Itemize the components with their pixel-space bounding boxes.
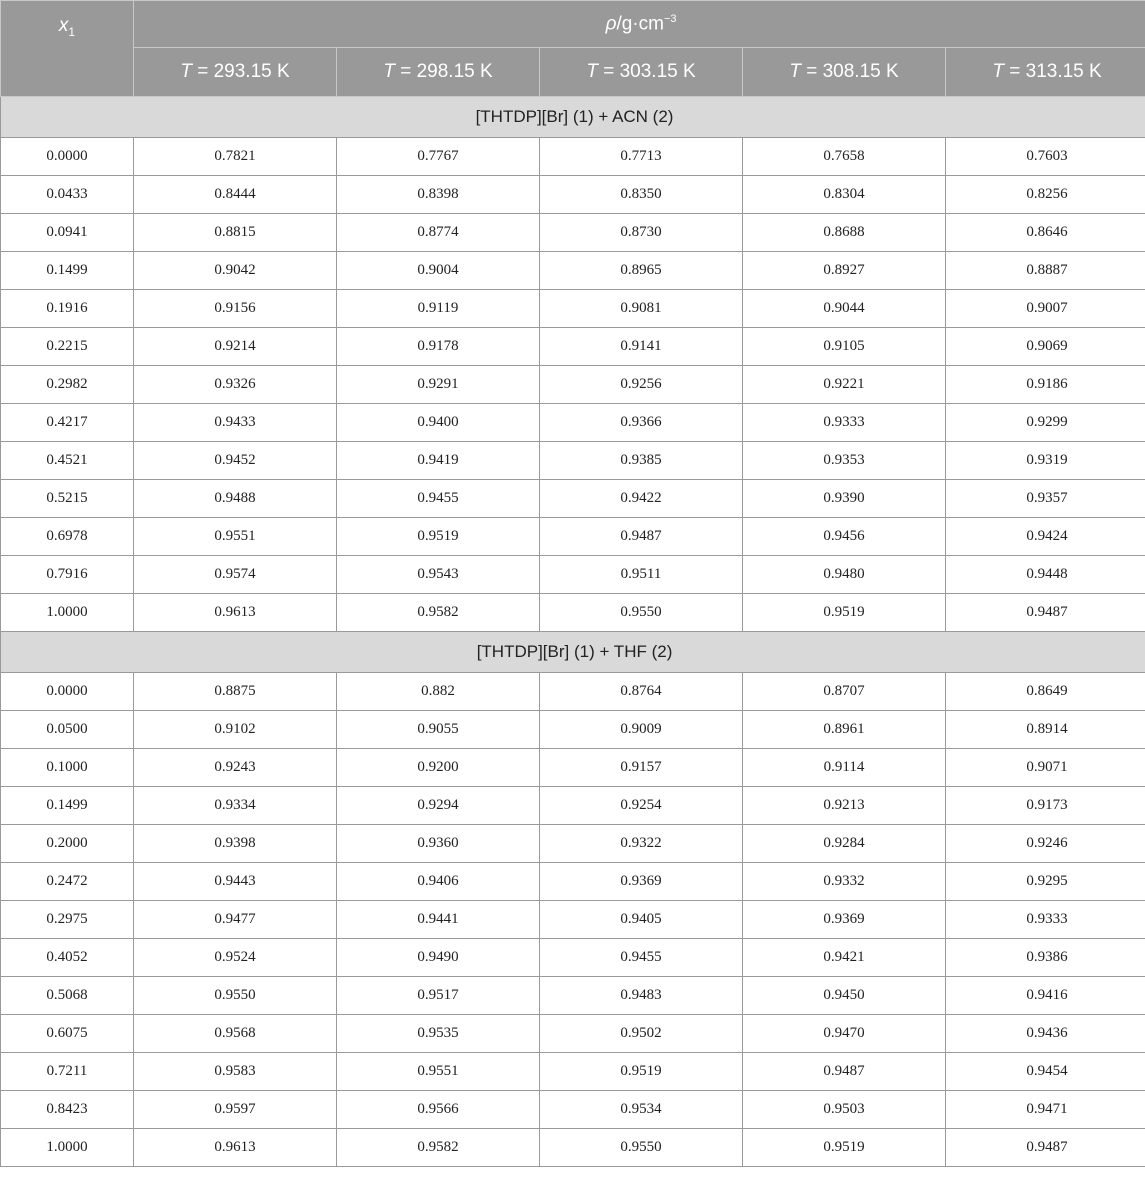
density-cell: 0.9299 [946,404,1145,442]
density-cell: 0.9213 [743,787,946,825]
density-cell: 0.9243 [134,749,337,787]
density-cell: 0.882 [337,673,540,711]
density-cell: 0.8730 [540,214,743,252]
density-cell: 0.9322 [540,825,743,863]
density-cell: 0.9471 [946,1091,1145,1129]
density-cell: 0.9334 [134,787,337,825]
density-cell: 0.9405 [540,901,743,939]
density-cell: 0.8815 [134,214,337,252]
density-cell: 0.8961 [743,711,946,749]
density-cell: 0.9574 [134,556,337,594]
table-row [1,901,1145,939]
density-cell: 0.7821 [134,138,337,176]
mole-fraction-cell: 0.2472 [1,863,134,901]
density-cell: 0.9360 [337,825,540,863]
density-cell: 0.9488 [134,480,337,518]
density-cell: 0.9353 [743,442,946,480]
density-cell: 0.9524 [134,939,337,977]
density-cell: 0.9398 [134,825,337,863]
density-cell: 0.8688 [743,214,946,252]
density-cell: 0.9386 [946,939,1145,977]
mole-fraction-cell: 0.8423 [1,1091,134,1129]
table-row [1,518,1145,556]
table-row [1,252,1145,290]
density-cell: 0.9357 [946,480,1145,518]
density-cell: 0.8774 [337,214,540,252]
mole-fraction-cell: 0.2215 [1,328,134,366]
mole-fraction-cell: 0.4052 [1,939,134,977]
density-cell: 0.9069 [946,328,1145,366]
density-cell: 0.8646 [946,214,1145,252]
density-cell: 0.9119 [337,290,540,328]
table-row [1,366,1145,404]
density-cell: 0.9081 [540,290,743,328]
density-cell: 0.9200 [337,749,540,787]
table-row [1,977,1145,1015]
density-cell: 0.9487 [946,1129,1145,1167]
density-cell: 0.9042 [134,252,337,290]
density-cell: 0.9582 [337,1129,540,1167]
mole-fraction-cell: 0.2000 [1,825,134,863]
density-cell: 0.9503 [743,1091,946,1129]
density-cell: 0.9550 [134,977,337,1015]
density-cell: 0.9369 [743,901,946,939]
density-cell: 0.9452 [134,442,337,480]
density-cell: 0.9551 [337,1053,540,1091]
density-cell: 0.9055 [337,711,540,749]
density-cell: 0.9294 [337,787,540,825]
table-row [1,1091,1145,1129]
density-cell: 0.8914 [946,711,1145,749]
table-row [1,138,1145,176]
density-cell: 0.9246 [946,825,1145,863]
density-cell: 0.9333 [743,404,946,442]
density-cell: 0.9421 [743,939,946,977]
density-cell: 0.9416 [946,977,1145,1015]
table-row [1,1053,1145,1091]
density-cell: 0.9332 [743,863,946,901]
density-cell: 0.9326 [134,366,337,404]
mole-fraction-cell: 0.0000 [1,138,134,176]
density-cell: 0.9454 [946,1053,1145,1091]
table-row [1,404,1145,442]
mole-fraction-cell: 1.0000 [1,594,134,632]
density-cell: 0.9550 [540,1129,743,1167]
density-cell: 0.8649 [946,673,1145,711]
mole-fraction-cell: 0.4521 [1,442,134,480]
density-cell: 0.9535 [337,1015,540,1053]
density-cell: 0.9284 [743,825,946,863]
density-cell: 0.8350 [540,176,743,214]
density-cell: 0.9613 [134,594,337,632]
density-cell: 0.9487 [946,594,1145,632]
density-cell: 0.9422 [540,480,743,518]
density-cell: 0.8875 [134,673,337,711]
table-row [1,673,1145,711]
density-cell: 0.9597 [134,1091,337,1129]
table-row [1,939,1145,977]
density-cell: 0.9583 [134,1053,337,1091]
density-cell: 0.9517 [337,977,540,1015]
density-cell: 0.9156 [134,290,337,328]
mole-fraction-cell: 0.7916 [1,556,134,594]
density-cell: 0.9186 [946,366,1145,404]
temperature-header: T = 293.15 K [134,48,337,97]
density-cell: 0.9114 [743,749,946,787]
density-cell: 0.9004 [337,252,540,290]
density-cell: 0.9490 [337,939,540,977]
density-cell: 0.9613 [134,1129,337,1167]
mole-fraction-cell: 0.6978 [1,518,134,556]
density-cell: 0.9519 [743,594,946,632]
density-cell: 0.9519 [743,1129,946,1167]
density-cell: 0.7603 [946,138,1145,176]
table-row [1,480,1145,518]
density-cell: 0.8256 [946,176,1145,214]
mole-fraction-cell: 0.5068 [1,977,134,1015]
table-row [1,594,1145,632]
density-cell: 0.9256 [540,366,743,404]
density-cell: 0.9455 [540,939,743,977]
density-cell: 0.8965 [540,252,743,290]
temperature-header: T = 308.15 K [743,48,946,97]
density-cell: 0.9044 [743,290,946,328]
mole-fraction-cell: 0.1499 [1,787,134,825]
mole-fraction-cell: 0.5215 [1,480,134,518]
density-cell: 0.9157 [540,749,743,787]
density-cell: 0.8887 [946,252,1145,290]
density-cell: 0.9366 [540,404,743,442]
density-cell: 0.9141 [540,328,743,366]
table-row [1,290,1145,328]
density-cell: 0.8304 [743,176,946,214]
density-cell: 0.9551 [134,518,337,556]
density-cell: 0.9007 [946,290,1145,328]
density-cell: 0.9173 [946,787,1145,825]
temperature-header: T = 298.15 K [337,48,540,97]
density-cell: 0.9477 [134,901,337,939]
density-cell: 0.9102 [134,711,337,749]
density-cell: 0.9009 [540,711,743,749]
density-cell: 0.8927 [743,252,946,290]
temperature-header: T = 303.15 K [540,48,743,97]
density-cell: 0.9291 [337,366,540,404]
density-cell: 0.9419 [337,442,540,480]
density-cell: 0.9221 [743,366,946,404]
density-cell: 0.9424 [946,518,1145,556]
density-cell: 0.9406 [337,863,540,901]
table-row [1,787,1145,825]
mole-fraction-cell: 0.1000 [1,749,134,787]
density-cell: 0.9456 [743,518,946,556]
density-cell: 0.9582 [337,594,540,632]
section-title: [THTDP][Br] (1) + ACN (2) [1,97,1145,138]
density-cell: 0.8707 [743,673,946,711]
density-cell: 0.9455 [337,480,540,518]
density-cell: 0.9390 [743,480,946,518]
density-cell: 0.9448 [946,556,1145,594]
density-cell: 0.9443 [134,863,337,901]
mole-fraction-cell: 1.0000 [1,1129,134,1167]
density-cell: 0.7767 [337,138,540,176]
density-cell: 0.9519 [540,1053,743,1091]
density-cell: 0.9502 [540,1015,743,1053]
density-cell: 0.9214 [134,328,337,366]
temperature-header: T = 313.15 K [946,48,1145,97]
density-cell: 0.9450 [743,977,946,1015]
density-cell: 0.9480 [743,556,946,594]
density-cell: 0.9511 [540,556,743,594]
mole-fraction-cell: 0.0500 [1,711,134,749]
density-cell: 0.9254 [540,787,743,825]
table-row [1,176,1145,214]
density-cell: 0.9385 [540,442,743,480]
density-cell: 0.9319 [946,442,1145,480]
section-header-row [1,97,1145,138]
density-cell: 0.9534 [540,1091,743,1129]
density-cell: 0.7713 [540,138,743,176]
table-row [1,328,1145,366]
mole-fraction-cell: 0.2982 [1,366,134,404]
section-header-row [1,632,1145,673]
table-row [1,442,1145,480]
table-row [1,825,1145,863]
table-row [1,1015,1145,1053]
mole-fraction-cell: 0.6075 [1,1015,134,1053]
density-header: $\rho/g\cdot cm^{-3}$ [134,1,1145,48]
mole-fraction-cell: 0.0941 [1,214,134,252]
density-cell: 0.9487 [743,1053,946,1091]
density-cell: 0.9470 [743,1015,946,1053]
section-title: [THTDP][Br] (1) + THF (2) [1,632,1145,673]
density-cell: 0.9071 [946,749,1145,787]
density-cell: 0.9436 [946,1015,1145,1053]
density-cell: 0.9441 [337,901,540,939]
mole-fraction-cell: 0.0433 [1,176,134,214]
density-cell: 0.9295 [946,863,1145,901]
density-cell: 0.8764 [540,673,743,711]
mole-fraction-cell: 0.1499 [1,252,134,290]
table-row [1,556,1145,594]
mole-fraction-cell: 0.2975 [1,901,134,939]
mole-fraction-cell: 0.0000 [1,673,134,711]
density-cell: 0.9178 [337,328,540,366]
density-cell: 0.9487 [540,518,743,556]
table-row [1,863,1145,901]
density-cell: 0.9543 [337,556,540,594]
density-cell: 0.9333 [946,901,1145,939]
density-cell: 0.9566 [337,1091,540,1129]
density-cell: 0.9105 [743,328,946,366]
density-cell: 0.9519 [337,518,540,556]
table-row [1,749,1145,787]
density-cell: 0.9433 [134,404,337,442]
table-row [1,214,1145,252]
density-cell: 0.7658 [743,138,946,176]
mole-fraction-cell: 0.1916 [1,290,134,328]
density-cell: 0.9400 [337,404,540,442]
table-header [1,1,1145,97]
density-cell: 0.9550 [540,594,743,632]
table-body [1,97,1145,1167]
density-cell: 0.8398 [337,176,540,214]
mole-fraction-cell: 0.7211 [1,1053,134,1091]
density-cell: 0.9369 [540,863,743,901]
density-cell: 0.9568 [134,1015,337,1053]
mole-fraction-header: $x_1$ [1,1,134,97]
density-cell: 0.9483 [540,977,743,1015]
density-cell: 0.8444 [134,176,337,214]
table-row [1,1129,1145,1167]
mole-fraction-cell: 0.4217 [1,404,134,442]
table-row [1,711,1145,749]
